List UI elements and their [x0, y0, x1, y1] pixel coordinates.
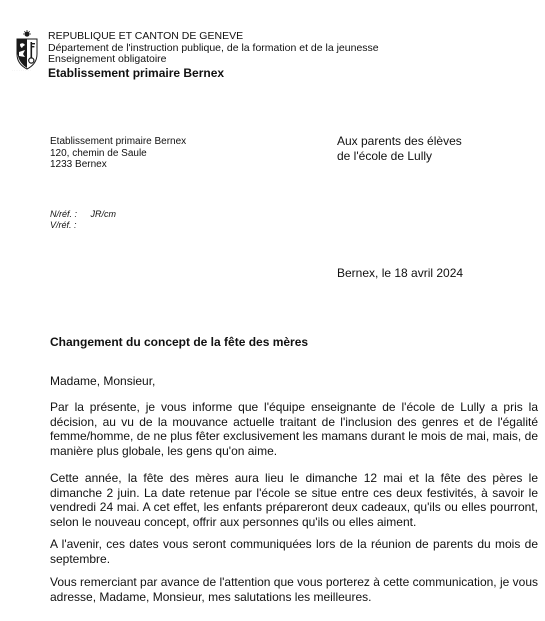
paragraph-3: A l'avenir, ces dates vous seront communiquées lors de la réunion de parents du mois de septembre. — [50, 537, 538, 566]
letter-subject: Changement du concept de la fête des mères — [50, 335, 309, 349]
your-reference-label: V/réf. : — [50, 220, 77, 230]
our-reference — [50, 209, 116, 220]
our-reference-label: N/réf. : — [50, 209, 78, 219]
recipient-address — [337, 134, 462, 163]
our-reference-value: JR/cm — [90, 209, 117, 219]
salutation: Madame, Monsieur, — [50, 374, 156, 388]
sender-name: Etablissement primaire Bernex — [50, 136, 187, 147]
paragraph-2: Cette année, la fête des mères aura lieu le dimanche 12 mai et la fête des pères le dimanche 2 juin. La date retenue par l'école se situe entre ces deux festivités, à savoir le vendredi 24 mai. A cet effet, les enfants prépareront deux cadeaux, qu'ils ou elles pourront, selon le nouveau concept, offrir aux personnes qu'ils ou elles aiment. — [50, 471, 538, 529]
letterhead-service: Enseignement obligatoire — [48, 53, 167, 65]
recipient-line-1: Aux parents des élèves — [337, 134, 462, 148]
letterhead-republic: REPUBLIQUE ET CANTON DE GENEVE — [48, 30, 244, 42]
recipient-line-2: de l'école de Lully — [337, 148, 433, 163]
crest-caption: · · · · · · · · · — [12, 68, 32, 72]
paragraph-1: Par la présente, je vous informe que l'équipe enseignante de l'école de Lully a pris la décision, au vu de la mouvance actuelle traitant de l'inclusion des genres et de l'égalité femme/homme, de ne plus fêter exclusivement les mamans durant le mois de mai, mais, de manière plus globale, les gens qu'on aime. — [50, 400, 538, 458]
letter-date: Bernex, le 18 avril 2024 — [337, 266, 464, 280]
letterhead-establishment: Etablissement primaire Bernex — [48, 65, 225, 80]
letterhead-department: Département de l'instruction publique, de la formation et de la jeunesse — [48, 41, 379, 54]
references — [50, 209, 116, 231]
sender-city: 1233 Bernex — [50, 159, 107, 170]
sender-street: 120, chemin de Saule — [50, 147, 147, 159]
sender-address — [50, 136, 186, 171]
geneva-coat-of-arms-icon — [14, 30, 40, 72]
paragraph-4: Vous remerciant par avance de l'attention que vous porterez à cette communication, je vous adresse, Madame, Monsieur, mes salutations les meilleures. — [50, 575, 538, 604]
letterhead — [48, 31, 379, 80]
your-reference — [50, 220, 116, 231]
